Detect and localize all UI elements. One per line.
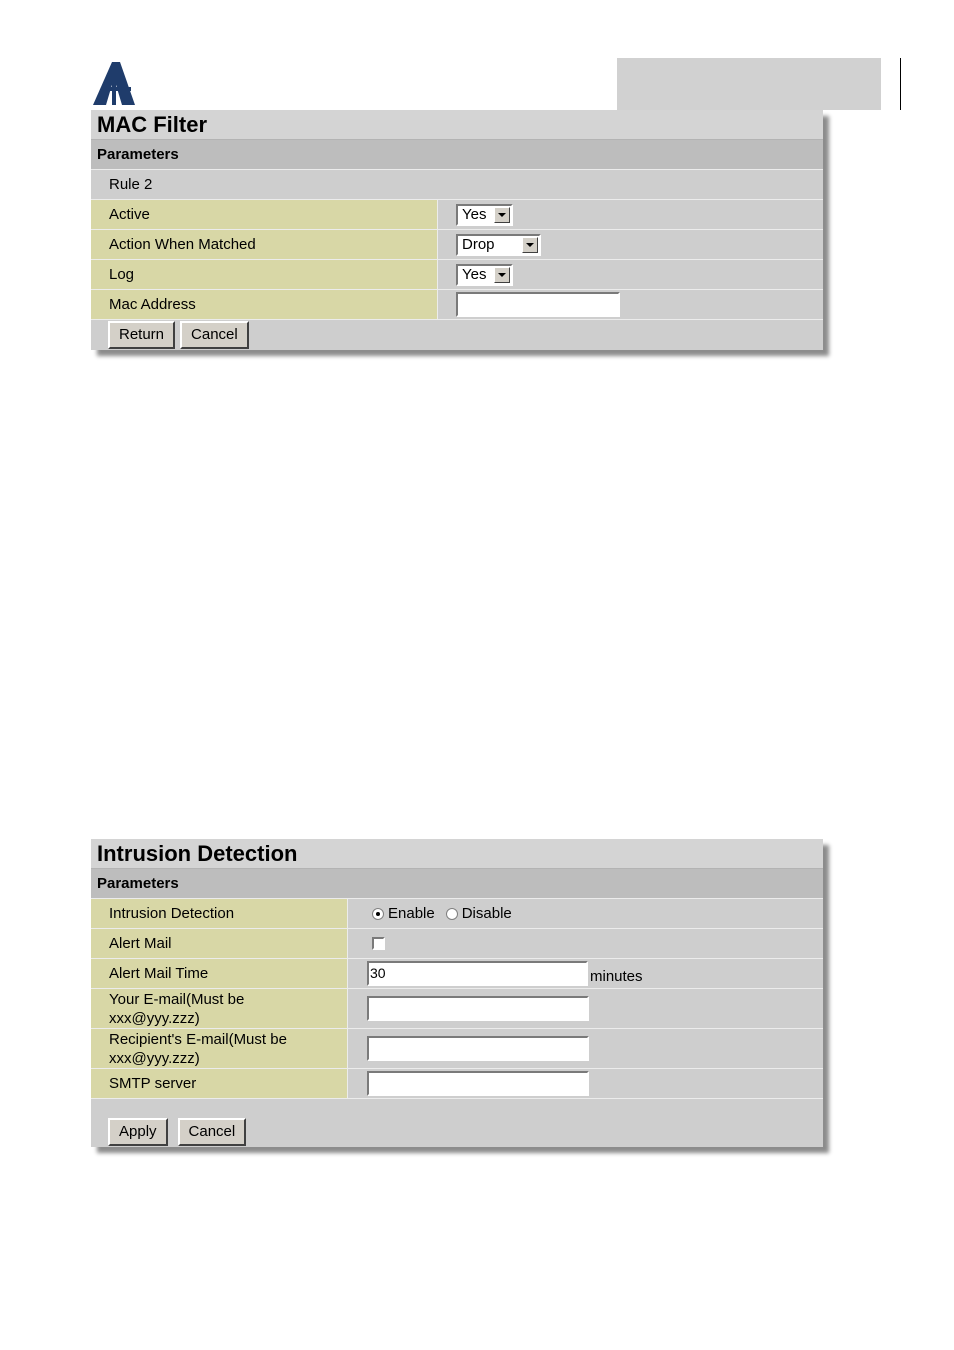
alert-mail-row	[91, 929, 823, 959]
recipient-email-label: Recipient's E-mail(Must be xxx@yyy.zzz)	[91, 1029, 348, 1068]
active-label: Active	[91, 200, 438, 229]
alert-mail-checkbox[interactable]	[372, 937, 385, 950]
alert-mail-label: Alert Mail	[91, 929, 348, 958]
parameters-header: Parameters	[91, 140, 823, 170]
log-select[interactable]	[456, 264, 513, 286]
your-email-row	[91, 989, 823, 1029]
chevron-down-icon[interactable]	[522, 237, 538, 253]
mac-address-label: Mac Address	[91, 290, 438, 319]
disable-radio[interactable]	[446, 908, 458, 920]
parameters-header: Parameters	[91, 869, 823, 899]
smtp-server-label: SMTP server	[91, 1069, 348, 1098]
smtp-server-row	[91, 1069, 823, 1099]
apply-button[interactable]: Apply	[108, 1118, 168, 1146]
recipient-email-row	[91, 1029, 823, 1069]
chevron-down-icon[interactable]	[494, 207, 510, 223]
header-divider	[900, 58, 901, 110]
header-gray-bar	[617, 58, 881, 110]
smtp-server-input[interactable]	[367, 1071, 589, 1096]
intrusion-detection-panel	[91, 839, 823, 1147]
disable-radio-label: Disable	[461, 905, 512, 922]
alert-mail-time-input[interactable]: 30	[367, 961, 588, 986]
minutes-unit: minutes	[590, 968, 643, 985]
log-row	[91, 260, 823, 290]
active-select-value: Yes	[462, 205, 487, 223]
your-email-label: Your E-mail(Must be xxx@yyy.zzz)	[91, 989, 348, 1028]
intrusion-detection-row	[91, 899, 823, 929]
alert-mail-time-label: Alert Mail Time	[91, 959, 348, 988]
active-select[interactable]	[456, 204, 513, 226]
mac-filter-title: MAC Filter	[91, 110, 823, 140]
recipient-email-input[interactable]	[367, 1036, 589, 1061]
rule-label: Rule 2	[109, 176, 153, 193]
cancel-button[interactable]: Cancel	[178, 1118, 247, 1146]
chevron-down-icon[interactable]	[494, 267, 510, 283]
log-select-value: Yes	[462, 265, 487, 283]
log-label: Log	[91, 260, 438, 289]
intrusion-buttons	[91, 1099, 823, 1147]
action-select-value: Drop	[462, 235, 495, 253]
company-logo	[91, 60, 137, 106]
enable-radio[interactable]	[372, 908, 384, 920]
alert-mail-time-row	[91, 959, 823, 989]
mac-filter-panel	[91, 110, 823, 350]
intrusion-title: Intrusion Detection	[91, 839, 823, 869]
mac-filter-buttons	[91, 320, 823, 350]
enable-radio-label: Enable	[388, 905, 435, 922]
rule-row	[91, 170, 823, 200]
cancel-button[interactable]: Cancel	[180, 321, 249, 349]
action-select[interactable]	[456, 234, 541, 256]
your-email-input[interactable]	[367, 996, 589, 1021]
intrusion-detection-label: Intrusion Detection	[91, 899, 348, 928]
action-row	[91, 230, 823, 260]
action-label: Action When Matched	[91, 230, 438, 259]
return-button[interactable]: Return	[108, 321, 175, 349]
active-row	[91, 200, 823, 230]
mac-address-input[interactable]	[456, 292, 620, 317]
mac-address-row	[91, 290, 823, 320]
